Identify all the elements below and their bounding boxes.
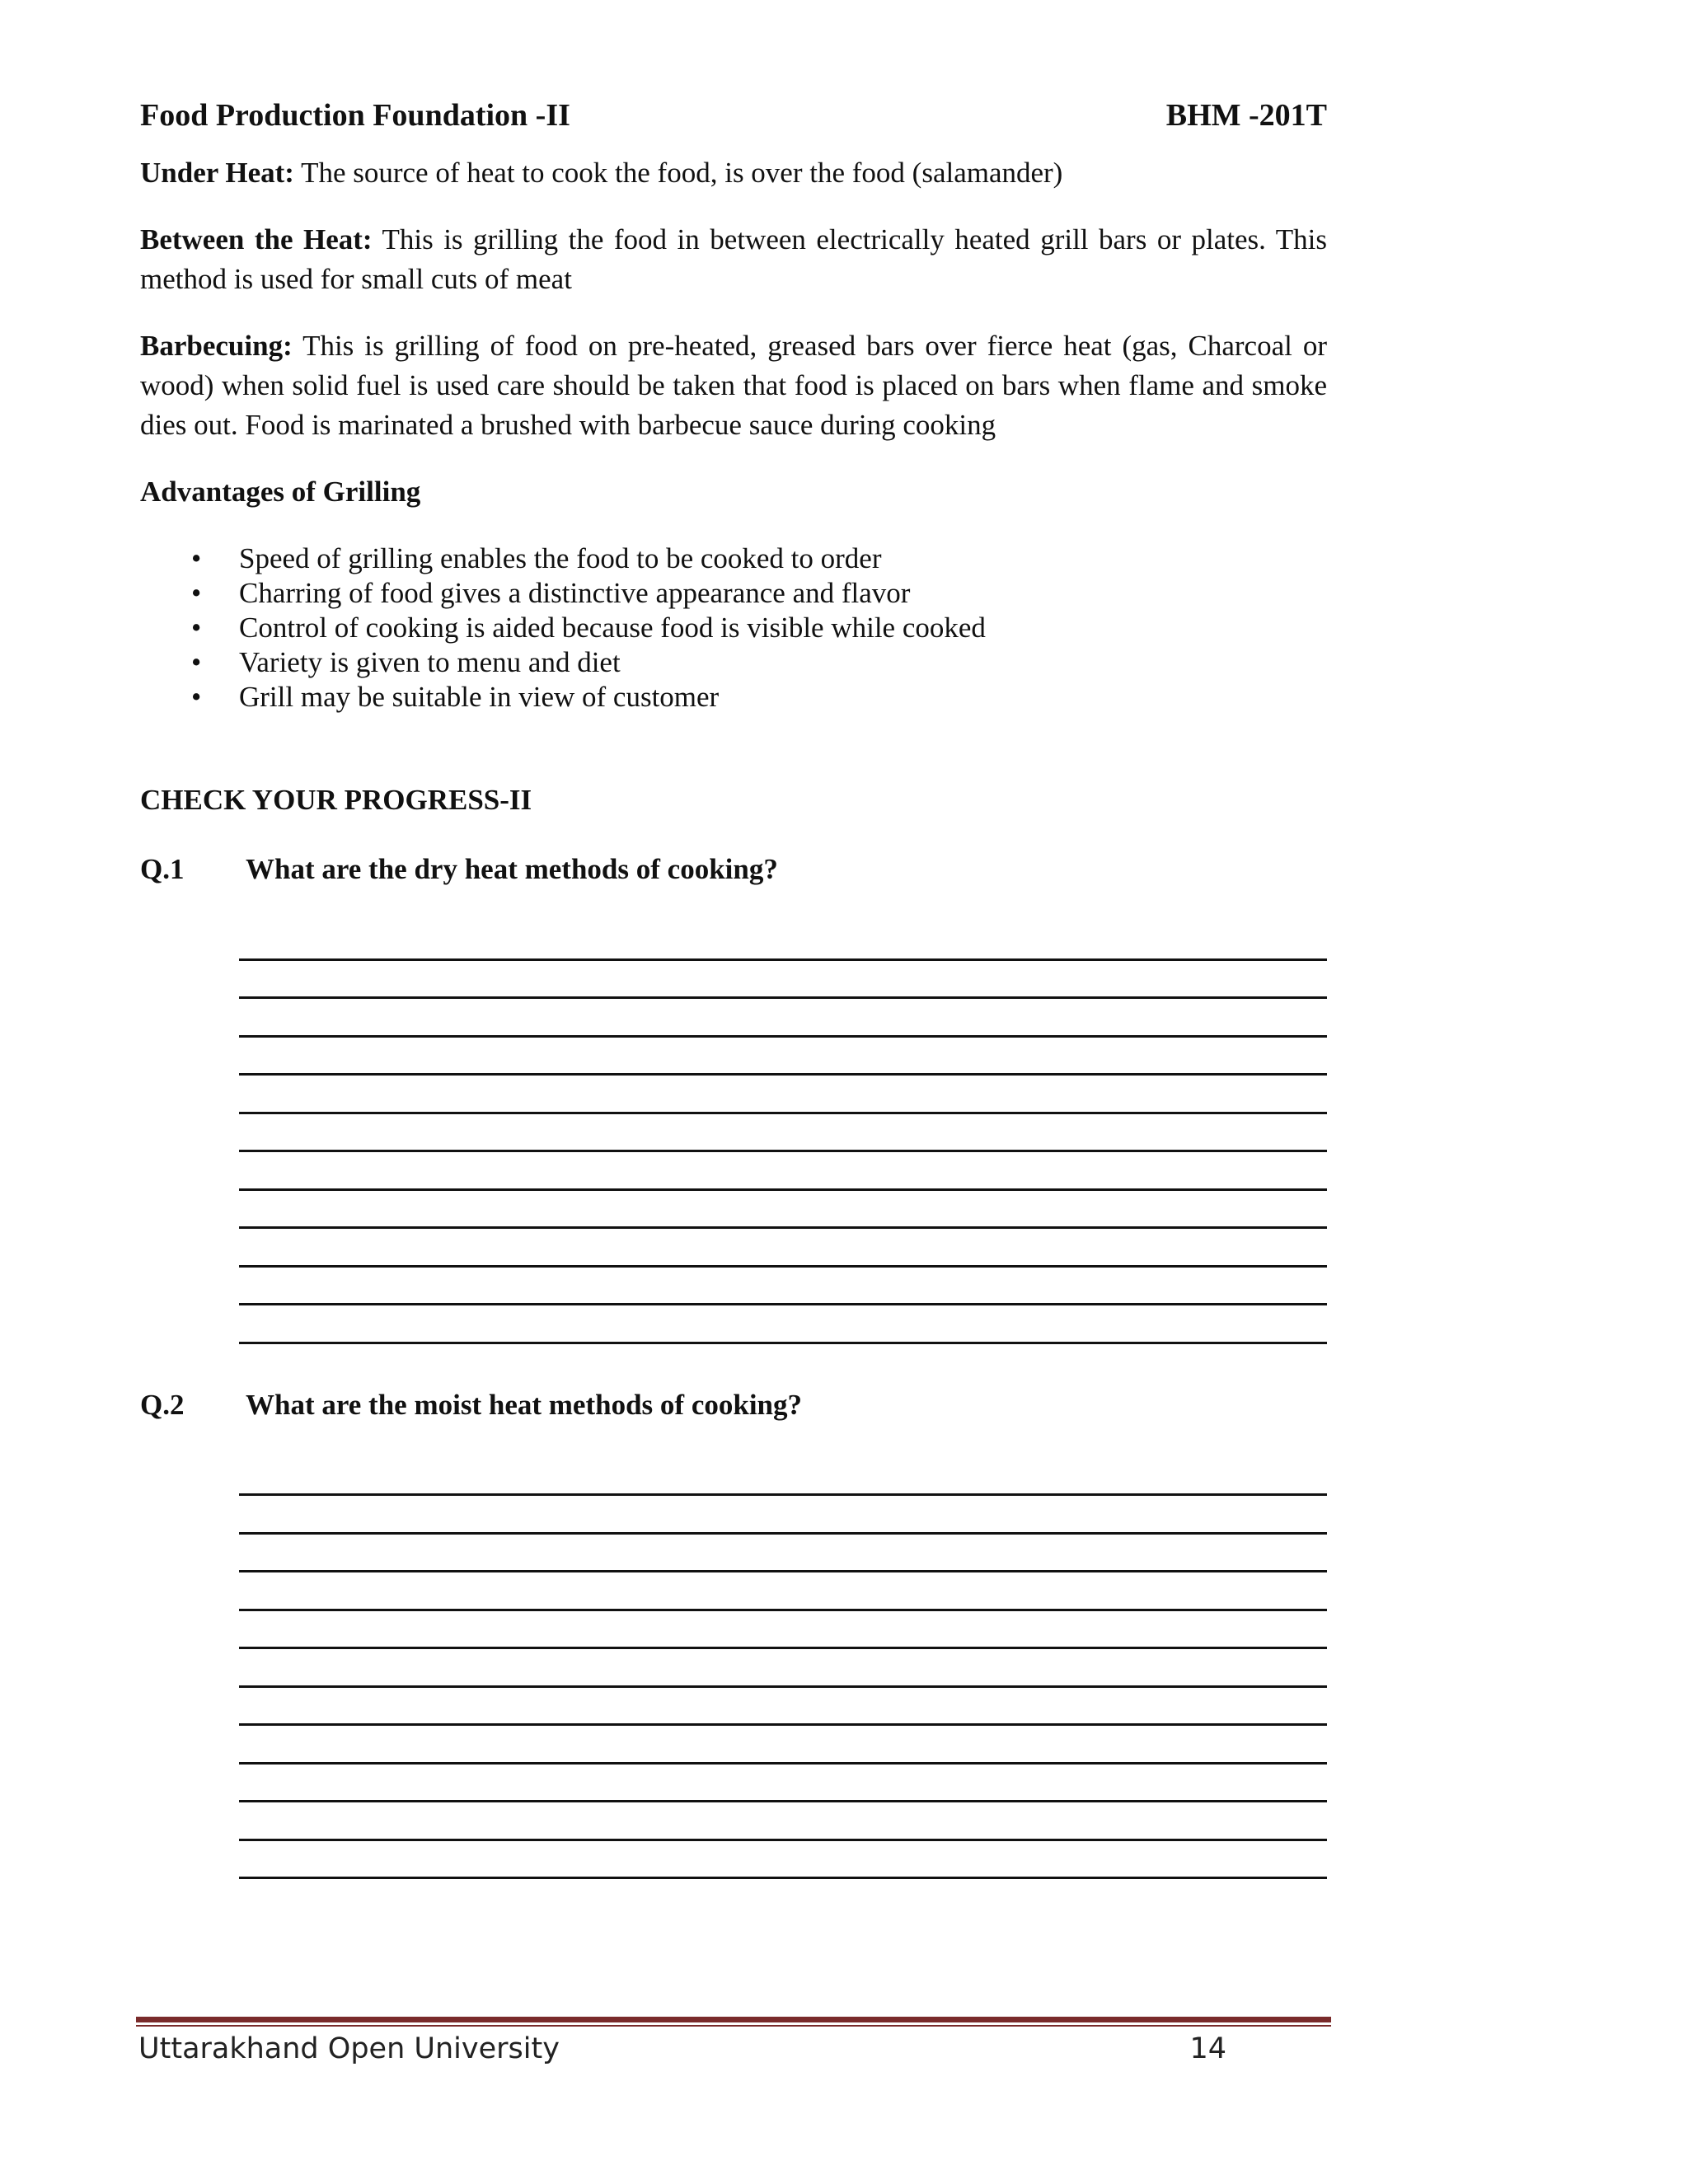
- question-1: [140, 850, 1327, 889]
- text-barbecuing: This is grilling of food on pre-heated, greased bars over fierce heat (gas, Charcoal or wood) when solid fuel is used care should be taken that food is placed on bars when flame and smoke dies out. Food is marinated a brushed with barbecue sauce during cooking: [140, 330, 1327, 441]
- list-item: [140, 541, 1327, 576]
- answer-line: [239, 1152, 1327, 1191]
- bullet-icon: •: [191, 577, 202, 609]
- text-between-heat: This is grilling the food in between electrically heated grill bars or plates. This method is used for small cuts of meat: [140, 223, 1327, 295]
- answer-line: [239, 961, 1327, 1000]
- answer-line: [239, 1038, 1327, 1076]
- footer-divider: [136, 2017, 1331, 2027]
- footer-university: Uttarakhand Open University: [138, 2032, 560, 2065]
- bullet-icon: •: [191, 612, 202, 644]
- answer-line: [239, 1076, 1327, 1114]
- list-item: [140, 680, 1327, 715]
- answer-line: [239, 1726, 1327, 1765]
- paragraph-under-heat: [140, 153, 1327, 193]
- list-item: [140, 645, 1327, 680]
- page-header: [140, 97, 1327, 134]
- list-item-text: Speed of grilling enables the food to be cooked to order: [239, 542, 882, 574]
- question-number: Q.1: [140, 853, 185, 885]
- bullet-icon: •: [191, 646, 202, 678]
- term-barbecuing: Barbecuing:: [140, 330, 293, 362]
- advantages-heading: Advantages of Grilling: [140, 476, 421, 508]
- question-2: [140, 1385, 1327, 1425]
- answer-line: [239, 1496, 1327, 1535]
- footer-divider-thick: [136, 2017, 1331, 2022]
- list-item: [140, 611, 1327, 645]
- list-item-text: Control of cooking is aided because food is visible while cooked: [239, 612, 986, 644]
- advantages-list: [140, 541, 1327, 715]
- page-content: [140, 153, 1327, 1920]
- question-text: What are the dry heat methods of cooking?: [246, 853, 778, 885]
- footer-divider-thin: [136, 2025, 1331, 2027]
- paragraph-barbecuing: [140, 326, 1327, 445]
- answer-line: [239, 1688, 1327, 1727]
- question-text: What are the moist heat methods of cooking?: [246, 1388, 803, 1421]
- header-course-code: BHM -201T: [1165, 98, 1327, 133]
- answer-line: [239, 1229, 1327, 1268]
- answer-lines-q2[interactable]: [239, 1458, 1327, 1880]
- answer-line: [239, 1572, 1327, 1611]
- answer-line: [239, 1191, 1327, 1230]
- answer-lines-q1[interactable]: [239, 922, 1327, 1344]
- page-footer: [138, 2032, 1226, 2065]
- answer-line: [239, 1535, 1327, 1573]
- text-under-heat: The source of heat to cook the food, is over the food (salamander): [293, 157, 1063, 189]
- list-item: [140, 576, 1327, 611]
- answer-line: [239, 1765, 1327, 1803]
- answer-line: [239, 1802, 1327, 1841]
- answer-line: [239, 1841, 1327, 1880]
- answer-line: [239, 1268, 1327, 1306]
- answer-line: [239, 1649, 1327, 1688]
- answer-line: [239, 1611, 1327, 1650]
- header-title: Food Production Foundation -II: [140, 98, 570, 133]
- answer-line: [239, 999, 1327, 1038]
- paragraph-between-heat: [140, 220, 1327, 299]
- list-item-text: Grill may be suitable in view of customer: [239, 681, 720, 713]
- term-between-heat: Between the Heat:: [140, 223, 373, 255]
- answer-line: [239, 1458, 1327, 1497]
- answer-line: [239, 922, 1327, 961]
- question-number: Q.2: [140, 1388, 185, 1421]
- list-item-text: Variety is given to menu and diet: [239, 646, 621, 678]
- list-item-text: Charring of food gives a distinctive appearance and flavor: [239, 577, 911, 609]
- term-under-heat: Under Heat:: [140, 157, 294, 189]
- page-number: 14: [1189, 2032, 1226, 2065]
- bullet-icon: •: [191, 681, 202, 713]
- answer-line: [239, 1305, 1327, 1344]
- answer-line: [239, 1114, 1327, 1153]
- progress-heading: CHECK YOUR PROGRESS-II: [140, 784, 532, 816]
- bullet-icon: •: [191, 542, 202, 574]
